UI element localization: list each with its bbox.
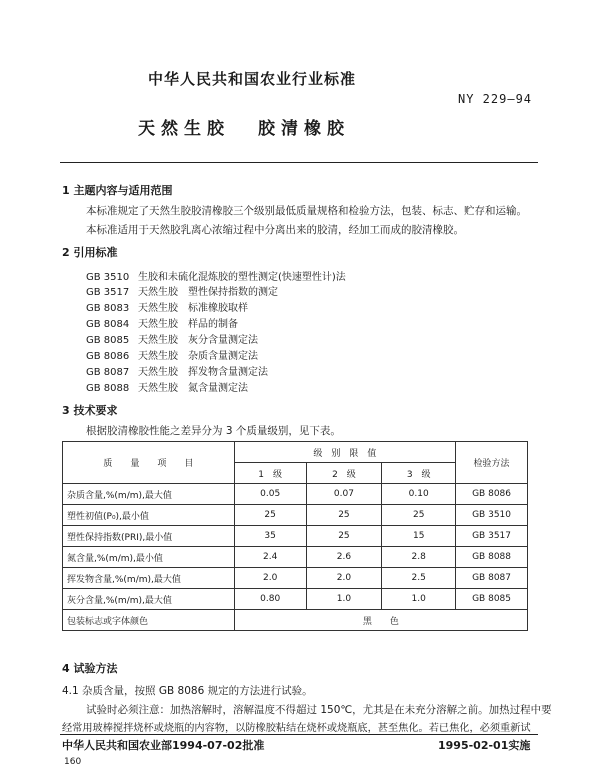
title-left: 天然生胶: [138, 119, 230, 139]
reference-category: 天然生胶: [138, 303, 178, 314]
section-1-para-2: 本标准适用于天然胶乳离心浓缩过程中分离出来的胶清，经加工而成的胶清橡胶。: [86, 224, 464, 236]
row-level-1: 35: [234, 526, 306, 547]
reference-item: [86, 283, 278, 298]
reference-title: 灰分含量测定法: [188, 335, 258, 346]
header-rule: [60, 162, 538, 163]
table-row: [63, 589, 528, 610]
row-level-2: 2.6: [306, 547, 382, 568]
row-item: 杂质含量,%(m/m),最大值: [63, 484, 235, 505]
row-item: 塑性初值(P₀),最小值: [63, 505, 235, 526]
table-header-row: [63, 442, 528, 463]
row-level-3: 25: [382, 505, 456, 526]
section-2-heading: 2 引用标准: [62, 246, 118, 259]
row-level-2: 2.0: [306, 568, 382, 589]
row-level-1: 2.4: [234, 547, 306, 568]
reference-number: GB 8083: [86, 303, 130, 314]
row-level-1: 0.80: [234, 589, 306, 610]
reference-number: GB 8088: [86, 383, 130, 394]
reference-number: GB 8087: [86, 367, 130, 378]
title-right: 胶清橡胶: [258, 119, 350, 139]
row-method: GB 8088: [456, 547, 528, 568]
reference-title: 样品的制备: [188, 319, 238, 330]
row-method: GB 3510: [456, 505, 528, 526]
reference-item: [86, 347, 258, 362]
section-1-para-1: 本标准规定了天然生胶胶清橡胶三个级别最低质量规格和检验方法，包装、标志、贮存和运输。: [86, 205, 527, 217]
reference-title: 挥发物含量测定法: [188, 367, 268, 378]
reference-title: 标准橡胶取样: [188, 303, 248, 314]
header-test-method: 检验方法: [456, 442, 528, 484]
row-level-2: 1.0: [306, 589, 382, 610]
page-number: 160: [64, 757, 82, 767]
row-level-3: 2.8: [382, 547, 456, 568]
table-row: [63, 568, 528, 589]
reference-item: [86, 363, 268, 378]
reference-title: 塑性保持指数的测定: [188, 287, 278, 298]
row-item: 塑性保持指数(PRI),最小值: [63, 526, 235, 547]
row-level-2: 25: [306, 526, 382, 547]
implementation-date: 1995-02-01实施: [438, 739, 531, 752]
issuing-org: 中华人民共和国农业行业标准: [148, 70, 357, 88]
reference-title: 生胶和未硫化混炼胶的塑性测定(快速塑性计)法: [138, 272, 346, 283]
row-level-3: 2.5: [382, 568, 456, 589]
reference-item: [86, 379, 248, 394]
reference-category: 天然生胶: [138, 319, 178, 330]
reference-item: [86, 299, 248, 314]
quality-spec-table: [62, 441, 528, 631]
row-level-3: 0.10: [382, 484, 456, 505]
reference-item: [86, 331, 258, 346]
reference-number: GB 8086: [86, 351, 130, 362]
section-4-para-2: 试验时必须注意：加热溶解时，溶解温度不得超过 150℃，尤其是在未充分溶解之前。加热过程中要: [86, 704, 552, 716]
row-level-3: 15: [382, 526, 456, 547]
row-level-2: 25: [306, 505, 382, 526]
header-quality-item: 质 量 项 目: [63, 442, 235, 484]
reference-item: [86, 268, 346, 283]
row-method: GB 8085: [456, 589, 528, 610]
table-row: [63, 505, 528, 526]
reference-category: 天然生胶: [138, 383, 178, 394]
row-method: GB 3517: [456, 526, 528, 547]
footer-rule: [60, 734, 538, 735]
row-item: 包装标志或字体颜色: [63, 610, 235, 631]
header-level-2: 2 级: [306, 463, 382, 484]
reference-number: GB 3517: [86, 287, 130, 298]
reference-item: [86, 315, 238, 330]
reference-title: 氮含量测定法: [188, 383, 248, 394]
section-4-heading: 4 试验方法: [62, 662, 118, 675]
header-level-1: 1 级: [234, 463, 306, 484]
approval-line: 中华人民共和国农业部1994-07-02批准: [62, 739, 265, 752]
row-item: 灰分含量,%(m/m),最大值: [63, 589, 235, 610]
section-1-heading: 1 主题内容与适用范围: [62, 184, 173, 197]
reference-category: 天然生胶: [138, 367, 178, 378]
row-level-1: 0.05: [234, 484, 306, 505]
row-level-1: 25: [234, 505, 306, 526]
reference-title: 杂质含量测定法: [188, 351, 258, 362]
section-3-intro: 根据胶清橡胶性能之差异分为 3 个质量级别，见下表。: [86, 425, 341, 437]
row-color-value: 黑 色: [234, 610, 527, 631]
row-level-2: 0.07: [306, 484, 382, 505]
row-level-3: 1.0: [382, 589, 456, 610]
section-4-para-1: 4.1 杂质含量，按照 GB 8086 规定的方法进行试验。: [62, 685, 313, 697]
header-level-3: 3 级: [382, 463, 456, 484]
row-item: 挥发物含量,%(m/m),最大值: [63, 568, 235, 589]
reference-number: GB 8084: [86, 319, 130, 330]
reference-number: GB 3510: [86, 272, 130, 283]
reference-category: 天然生胶: [138, 335, 178, 346]
header-level-limits: 级 别 限 值: [234, 442, 455, 463]
table-row: [63, 526, 528, 547]
table-row: [63, 610, 528, 631]
row-item: 氮含量,%(m/m),最小值: [63, 547, 235, 568]
table-row: [63, 484, 528, 505]
reference-category: 天然生胶: [138, 351, 178, 362]
reference-number: GB 8085: [86, 335, 130, 346]
row-method: GB 8087: [456, 568, 528, 589]
section-4-para-3: 经常用玻棒搅拌烧杯或烧瓶的内容物，以防橡胶粘结在烧杯或烧瓶底，甚至焦化。若已焦化，必须重新试: [62, 723, 531, 734]
row-method: GB 8086: [456, 484, 528, 505]
table-row: [63, 547, 528, 568]
reference-category: 天然生胶: [138, 287, 178, 298]
row-level-1: 2.0: [234, 568, 306, 589]
standard-code: NY 229—94: [458, 92, 533, 106]
section-3-heading: 3 技术要求: [62, 404, 118, 417]
